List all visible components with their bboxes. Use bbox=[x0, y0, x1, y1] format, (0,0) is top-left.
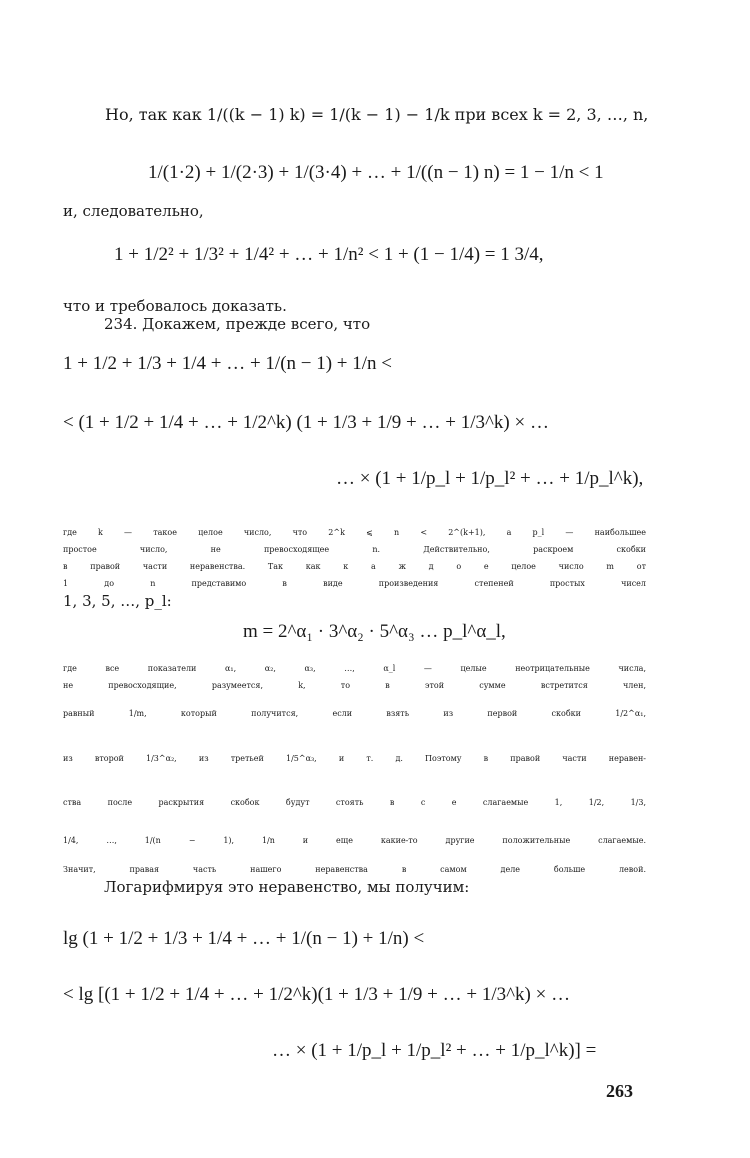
text-line: Логарифмируя это неравенство, мы получим: bbox=[104, 878, 470, 896]
text-line: Значит, правая часть нашего неравенства в самом деле больше левой. bbox=[63, 865, 646, 874]
text-line: из второй 1/3^α₂, из третьей 1/5^α₃, и т. д. Поэтому в правой части неравен- bbox=[63, 754, 646, 763]
text-line: 1 до n представимо в виде произведения степеней простых чисел bbox=[63, 579, 646, 588]
formula-line: 1 + 1/2 + 1/3 + 1/4 + … + 1/(n − 1) + 1/n < bbox=[63, 353, 393, 374]
text-line: Но, так как 1/((k − 1) k) = 1/(k − 1) − 1/k при всех k = 2, 3, …, n, bbox=[105, 105, 649, 124]
formula-line: m = 2^α₁ · 3^α₂ · 5^α₃ … p_l^α_l, bbox=[243, 621, 506, 642]
text-line: 1, 3, 5, …, p_l: bbox=[63, 592, 172, 610]
formula-line: < (1 + 1/2 + 1/4 + … + 1/2^k) (1 + 1/3 + 1/9 + … + 1/3^k) × … bbox=[63, 412, 549, 433]
formula-line: … × (1 + 1/p_l + 1/p_l² + … + 1/p_l^k)] = bbox=[272, 1040, 597, 1061]
formula-line: … × (1 + 1/p_l + 1/p_l² + … + 1/p_l^k), bbox=[336, 468, 644, 489]
text-line: простое число, не превосходящее n. Действительно, раскроем скобки bbox=[63, 545, 646, 554]
text-line: где все показатели α₁, α₂, α₃, …, α_l — целые неотрицательные числа, bbox=[63, 664, 646, 673]
text-line: не превосходящие, разумеется, k, то в этой сумме встретится член, bbox=[63, 681, 646, 690]
text-line: ства после раскрытия скобок будут стоять в с е слагаемые 1, 1/2, 1/3, bbox=[63, 798, 646, 807]
formula-line: < lg [(1 + 1/2 + 1/4 + … + 1/2^k)(1 + 1/3 + 1/9 + … + 1/3^k) × … bbox=[63, 984, 571, 1005]
text-line: где k — такое целое число, что 2^k ⩽ n < 2^(k+1), а p_l — наибольшее bbox=[63, 528, 646, 537]
text-line: и, следовательно, bbox=[63, 202, 204, 220]
text-line: равный 1/m, который получится, если взять из первой скобки 1/2^α₁, bbox=[63, 709, 646, 718]
text-line: что и требовалось доказать. bbox=[63, 297, 287, 315]
text-line: 1/4, …, 1/(n − 1), 1/n и еще какие-то другие положительные слагаемые. bbox=[63, 836, 646, 845]
text-line: в правой части неравенства. Так как к а ж д о е целое число m от bbox=[63, 562, 646, 571]
page-number: 263 bbox=[606, 1081, 633, 1101]
formula-line: 1 + 1/2² + 1/3² + 1/4² + … + 1/n² < 1 + (1 − 1/4) = 1 3/4, bbox=[114, 244, 544, 265]
text-line: 234. Докажем, прежде всего, что bbox=[104, 315, 371, 333]
formula-line: 1/(1·2) + 1/(2·3) + 1/(3·4) + … + 1/((n − 1) n) = 1 − 1/n < 1 bbox=[148, 162, 604, 183]
formula-line: lg (1 + 1/2 + 1/3 + 1/4 + … + 1/(n − 1) + 1/n) < bbox=[63, 928, 425, 949]
